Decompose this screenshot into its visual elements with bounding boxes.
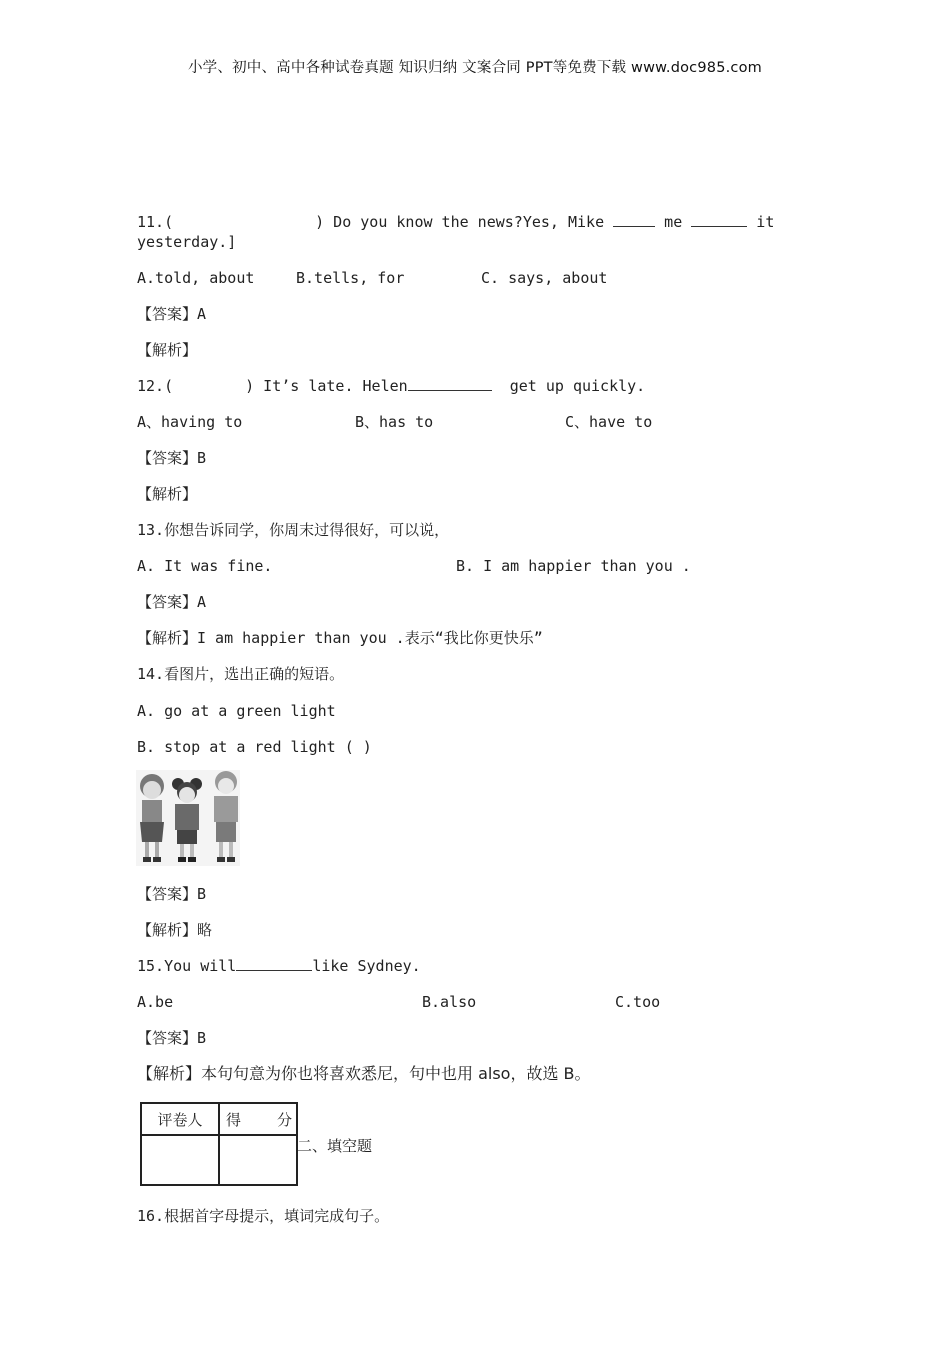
q11-stem-line1 bbox=[137, 212, 774, 232]
q12-option-a: A、having to bbox=[137, 413, 243, 431]
q11-text: ) Do you know the news?Yes, Mike bbox=[315, 213, 605, 231]
score-table bbox=[140, 1102, 298, 1186]
q14-analysis: 【解析】略 bbox=[137, 921, 213, 939]
q16-stem: 16.根据首字母提示，填词完成句子。 bbox=[137, 1207, 390, 1225]
q13-option-b: B. I am happier than you . bbox=[456, 557, 691, 575]
grader-cell bbox=[141, 1135, 219, 1185]
children-illustration bbox=[136, 770, 240, 866]
child3-leg bbox=[229, 842, 233, 858]
child2-leg bbox=[190, 844, 194, 858]
q11-option-a: A.told, about bbox=[137, 269, 255, 287]
q12-stem bbox=[137, 376, 645, 396]
q11-analysis: 【解析】 bbox=[137, 341, 198, 359]
q15-option-a: A.be bbox=[137, 993, 174, 1011]
child2-shorts bbox=[177, 830, 197, 844]
child3-shoe bbox=[227, 857, 235, 862]
page-header: 小学、初中、高中各种试卷真题 知识归纳 文案合同 PPT等免费下载 www.doc985.com bbox=[187, 60, 763, 76]
grader-label: 评卷人 bbox=[141, 1103, 219, 1135]
q15-option-b: B.also bbox=[422, 993, 477, 1011]
q15-answer: 【答案】B bbox=[137, 1029, 207, 1047]
q15-text-end: like Sydney. bbox=[312, 957, 421, 975]
child1-top bbox=[142, 800, 162, 822]
q15-option-c: C.too bbox=[615, 993, 661, 1011]
q15-analysis: 【解析】本句句意为你也将喜欢悉尼，句中也用 also，故选 B。 bbox=[137, 1064, 591, 1083]
child2-shoe bbox=[178, 857, 186, 862]
q11-stem-line2: yesterday.] bbox=[137, 233, 237, 251]
q13-option-a: A. It was fine. bbox=[137, 557, 273, 575]
child2-leg bbox=[180, 844, 184, 858]
q14-option-a: A. go at a green light bbox=[137, 702, 336, 720]
child3-shorts bbox=[216, 822, 236, 842]
child1-face bbox=[143, 781, 161, 799]
child3-leg bbox=[219, 842, 223, 858]
child3-shoe bbox=[217, 857, 225, 862]
q12-text: ) It’s late. Helen bbox=[245, 377, 408, 395]
q15-stem bbox=[137, 956, 421, 976]
q11-option-c: C. says, about bbox=[481, 269, 608, 287]
q12-option-b: B、has to bbox=[355, 413, 434, 431]
q14-answer: 【答案】B bbox=[137, 885, 207, 903]
score-label bbox=[219, 1103, 297, 1135]
section-title: 二、填空题 bbox=[297, 1137, 373, 1155]
child2-face bbox=[179, 787, 195, 803]
child3-shirt bbox=[214, 796, 238, 822]
q11-text-me: me bbox=[664, 213, 683, 231]
score-label-char2: 分 bbox=[276, 1110, 292, 1129]
score-cell bbox=[219, 1135, 297, 1185]
q12-text-end: get up quickly. bbox=[509, 377, 646, 395]
q15-blank bbox=[236, 956, 312, 971]
child2-top bbox=[175, 804, 199, 830]
child1-skirt bbox=[140, 822, 164, 842]
q11-number: 11.( bbox=[137, 213, 174, 231]
q14-stem: 14.看图片，选出正确的短语。 bbox=[137, 665, 345, 683]
q15-text: 15.You will bbox=[137, 957, 237, 975]
q11-option-b: B.tells, for bbox=[296, 269, 405, 287]
q13-answer: 【答案】A bbox=[137, 593, 207, 611]
child1-leg bbox=[155, 842, 159, 858]
child1-shoe bbox=[153, 857, 161, 862]
q11-blank-2 bbox=[691, 212, 747, 227]
score-label-char1: 得 bbox=[226, 1110, 242, 1129]
q12-blank bbox=[408, 376, 492, 391]
q14-option-b: B. stop at a red light ( ) bbox=[137, 738, 372, 756]
q11-blank-1 bbox=[613, 212, 655, 227]
q11-text-it: it bbox=[756, 213, 775, 231]
children-drawing bbox=[136, 770, 240, 866]
q13-analysis: 【解析】I am happier than you .表示“我比你更快乐” bbox=[137, 629, 543, 647]
child1-leg bbox=[145, 842, 149, 858]
q13-stem: 13.你想告诉同学，你周末过得很好，可以说， bbox=[137, 521, 450, 539]
q12-number: 12.( bbox=[137, 377, 174, 395]
q11-answer: 【答案】A bbox=[137, 305, 207, 323]
q12-option-c: C、have to bbox=[565, 413, 653, 431]
child3-face bbox=[218, 778, 234, 794]
child1-shoe bbox=[143, 857, 151, 862]
q12-analysis: 【解析】 bbox=[137, 485, 198, 503]
child2-shoe bbox=[188, 857, 196, 862]
q12-answer: 【答案】B bbox=[137, 449, 207, 467]
